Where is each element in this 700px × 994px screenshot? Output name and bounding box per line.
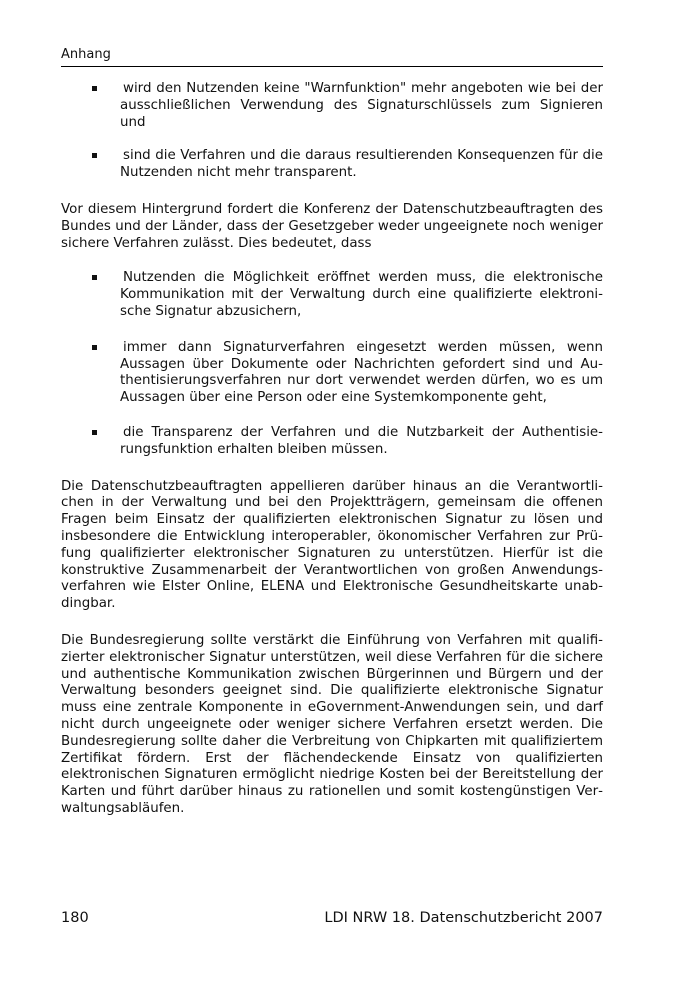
list-item-text: Nutzenden die Möglichkeit eröffnet werden muss, die elektronische Kommunikation mit der Verwaltung durch eine qualifizierte elektronische Signatur abzusichern, bbox=[120, 270, 603, 319]
running-header bbox=[61, 46, 603, 67]
square-bullet-icon bbox=[92, 153, 97, 158]
list-item bbox=[61, 425, 603, 459]
header-section-title: Anhang bbox=[61, 47, 111, 62]
paragraph: Die Datenschutzbeauftragten appellieren darüber hinaus an die Verantwortlichen in der Verwaltung und bei den Projektträgern, gemeinsam die offenen Fragen beim Einsatz der qualifizierten elektronischen Signatur zu lösen und insbesondere die Entwicklung interoperabler, ökonomischer Verfahren zur Prüfung qualifizierter elektronischer Signaturen zu unterstützen. Hierfür ist die konstruktive Zusammenarbeit der Verantwortlichen von großen Anwendungsverfahren wie Elster Online, ELENA und Elektronische Gesundheitskarte unabdingbar. bbox=[61, 478, 603, 612]
list-item bbox=[61, 148, 603, 182]
square-bullet-icon bbox=[92, 345, 97, 350]
paragraph: Die Bundesregierung sollte verstärkt die Einführung von Verfahren mit qualifizierter elektronischer Signatur unterstützen, weil diese Verfahren für die sichere und authentische Kommunikation zwischen Bürgerinnen und Bürgern und der Verwaltung besonders geeignet sind. Die qualifizierte elektronische Signatur muss eine zentrale Komponente in eGovernment-Anwendungen sein, und darf nicht durch ungeeignete oder weniger sichere Verfahren ersetzt werden. Die Bundesregierung sollte daher die Verbreitung von Chipkarten mit qualifiziertem Zertifikat fördern. Erst der flächendeckende Einsatz von qualifizierten elektronischen Signaturen ermöglicht niedrige Kosten bei der Bereitstellung der Karten und führt darüber hinaus zu rationellen und somit kostengünstigen Verwaltungsabläufen. bbox=[61, 632, 603, 816]
paragraph: Vor diesem Hintergrund fordert die Konferenz der Datenschutzbeauftragten des Bundes und der Länder, dass der Gesetzgeber weder ungeeignete noch weniger sichere Verfahren zulässt. Dies bedeutet, dass bbox=[61, 201, 603, 251]
list-item bbox=[61, 340, 603, 407]
square-bullet-icon bbox=[92, 430, 97, 435]
list-item-text: sind die Verfahren und die daraus resultierenden Konsequenzen für die Nutzenden nicht mehr transparent. bbox=[120, 148, 603, 181]
list-item bbox=[61, 81, 603, 131]
list-item-text: immer dann Signaturverfahren eingesetzt werden müssen, wenn Aussagen über Dokumente oder Nachrichten gefordert sind und Authentisierungsverfahren nur dort verwendet werden dürfen, wo es um Aussagen über eine Person oder eine Systemkomponente geht, bbox=[120, 339, 603, 406]
page-number: 180 bbox=[61, 910, 89, 926]
square-bullet-icon bbox=[92, 275, 97, 280]
page-body bbox=[61, 81, 603, 818]
list-item bbox=[61, 270, 603, 320]
publication-title: LDI NRW 18. Datenschutzbericht 2007 bbox=[324, 910, 603, 926]
list-item-text: die Transparenz der Verfahren und die Nutzbarkeit der Authentisierungsfunktion erhalten bleiben müssen. bbox=[120, 424, 603, 457]
square-bullet-icon bbox=[92, 86, 97, 91]
list-item-text: wird den Nutzenden keine "Warnfunktion" mehr angeboten wie bei der ausschließlichen Verwendung des Signaturschlüssels zum Signieren und bbox=[120, 81, 603, 130]
